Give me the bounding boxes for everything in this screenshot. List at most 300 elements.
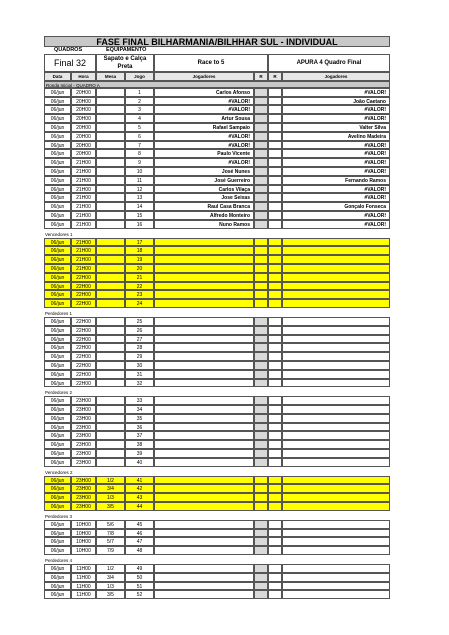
player-1-cell	[154, 440, 254, 449]
player-2-cell: Fernando Ramos	[282, 176, 390, 185]
date-cell: 06/jun	[44, 484, 71, 493]
match-row	[44, 193, 390, 202]
game-number-cell: 27	[125, 335, 154, 344]
score-1-cell[interactable]	[254, 582, 268, 591]
match-row	[44, 537, 390, 546]
table-cell	[96, 176, 125, 185]
match-row	[44, 520, 390, 529]
date-cell: 06/jun	[44, 273, 71, 282]
player-1-cell	[154, 493, 254, 502]
table-cell	[96, 396, 125, 405]
game-number-cell: 17	[125, 238, 154, 247]
score-2-cell[interactable]	[268, 370, 282, 379]
time-cell: 10H00	[71, 529, 96, 538]
table-cell: 5/6	[96, 520, 125, 529]
score-1-cell[interactable]	[254, 264, 268, 273]
score-1-cell[interactable]	[254, 449, 268, 458]
score-1-cell[interactable]	[254, 361, 268, 370]
score-1-cell[interactable]	[254, 335, 268, 344]
table-cell	[96, 370, 125, 379]
date-cell: 06/jun	[44, 423, 71, 432]
score-2-cell[interactable]	[268, 193, 282, 202]
score-2-cell[interactable]	[268, 405, 282, 414]
score-2-cell[interactable]	[268, 361, 282, 370]
match-row	[44, 352, 390, 361]
match-row	[44, 335, 390, 344]
player-2-cell	[282, 246, 390, 255]
game-number-cell: 4	[125, 114, 154, 123]
table-cell	[96, 379, 125, 388]
score-2-cell[interactable]	[268, 132, 282, 141]
date-cell: 06/jun	[44, 255, 71, 264]
game-number-cell: 5	[125, 123, 154, 132]
score-1-cell[interactable]	[254, 546, 268, 555]
date-cell: 06/jun	[44, 158, 71, 167]
equipamento-label: EQUIPAMENTO	[106, 47, 147, 53]
game-number-cell: 12	[125, 185, 154, 194]
time-cell: 22H00	[71, 282, 96, 291]
time-cell: 11H00	[71, 582, 96, 591]
time-cell: 11H00	[71, 564, 96, 573]
player-2-cell	[282, 520, 390, 529]
score-2-cell[interactable]	[268, 431, 282, 440]
score-1-cell[interactable]	[254, 246, 268, 255]
player-1-cell: Paulo Vicente	[154, 149, 254, 158]
game-number-cell: 23	[125, 290, 154, 299]
score-1-cell[interactable]	[254, 326, 268, 335]
time-cell: 22H00	[71, 361, 96, 370]
player-2-cell: #VALOR!	[282, 88, 390, 97]
score-2-cell[interactable]	[268, 273, 282, 282]
match-row	[44, 502, 390, 511]
score-2-cell[interactable]	[268, 88, 282, 97]
time-cell: 22H00	[71, 343, 96, 352]
score-2-cell[interactable]	[268, 167, 282, 176]
score-2-cell[interactable]	[268, 440, 282, 449]
section-label: Perdedores 4	[45, 558, 73, 564]
time-cell: 21H00	[71, 238, 96, 247]
score-2-cell[interactable]	[268, 476, 282, 485]
score-2-cell[interactable]	[268, 220, 282, 229]
score-1-cell[interactable]	[254, 211, 268, 220]
player-2-cell: #VALOR!	[282, 149, 390, 158]
score-2-cell[interactable]	[268, 564, 282, 573]
date-cell: 06/jun	[44, 211, 71, 220]
score-1-cell[interactable]	[254, 396, 268, 405]
score-1-cell[interactable]	[254, 114, 268, 123]
score-1-cell[interactable]	[254, 123, 268, 132]
match-row	[44, 529, 390, 538]
score-1-cell[interactable]	[254, 502, 268, 511]
match-row	[44, 546, 390, 555]
table-cell: 5/7	[96, 537, 125, 546]
score-1-cell[interactable]	[254, 564, 268, 573]
score-2-cell[interactable]	[268, 582, 282, 591]
table-cell	[96, 361, 125, 370]
score-1-cell[interactable]	[254, 255, 268, 264]
score-1-cell[interactable]	[254, 431, 268, 440]
player-1-cell	[154, 564, 254, 573]
date-cell: 06/jun	[44, 431, 71, 440]
game-number-cell: 38	[125, 440, 154, 449]
table-cell	[96, 149, 125, 158]
date-cell: 06/jun	[44, 335, 71, 344]
game-number-cell: 1	[125, 88, 154, 97]
player-1-cell	[154, 573, 254, 582]
match-row	[44, 290, 390, 299]
score-1-cell[interactable]	[254, 520, 268, 529]
player-1-cell: Nuno Ramos	[154, 220, 254, 229]
match-row	[44, 202, 390, 211]
score-2-cell[interactable]	[268, 414, 282, 423]
date-cell: 06/jun	[44, 149, 71, 158]
player-1-cell	[154, 529, 254, 538]
quadros-label: QUADROS	[54, 47, 83, 53]
player-1-cell: #VALOR!	[154, 97, 254, 106]
game-number-cell: 51	[125, 582, 154, 591]
table-cell	[96, 202, 125, 211]
player-1-cell: #VALOR!	[154, 105, 254, 114]
player-2-cell	[282, 370, 390, 379]
date-cell: 06/jun	[44, 370, 71, 379]
score-2-cell[interactable]	[268, 529, 282, 538]
match-row	[44, 220, 390, 229]
score-1-cell[interactable]	[254, 529, 268, 538]
score-2-cell[interactable]	[268, 282, 282, 291]
score-1-cell[interactable]	[254, 484, 268, 493]
player-1-cell: Jose Seixas	[154, 193, 254, 202]
game-number-cell: 20	[125, 264, 154, 273]
date-cell: 06/jun	[44, 326, 71, 335]
table-cell	[96, 440, 125, 449]
match-row	[44, 423, 390, 432]
player-2-cell	[282, 299, 390, 308]
match-row	[44, 238, 390, 247]
player-2-cell: Valter Silva	[282, 123, 390, 132]
time-cell: 23H00	[71, 414, 96, 423]
game-number-cell: 41	[125, 476, 154, 485]
time-cell: 21H00	[71, 202, 96, 211]
score-2-cell[interactable]	[268, 537, 282, 546]
score-2-cell[interactable]	[268, 335, 282, 344]
game-number-cell: 10	[125, 167, 154, 176]
game-number-cell: 35	[125, 414, 154, 423]
score-2-cell[interactable]	[268, 343, 282, 352]
score-1-cell[interactable]	[254, 493, 268, 502]
score-1-cell[interactable]	[254, 590, 268, 599]
table-cell	[96, 352, 125, 361]
score-2-cell[interactable]	[268, 423, 282, 432]
score-1-cell[interactable]	[254, 105, 268, 114]
score-2-cell[interactable]	[268, 149, 282, 158]
match-row	[44, 132, 390, 141]
table-cell	[96, 132, 125, 141]
bracket-sheet	[44, 36, 390, 599]
score-1-cell[interactable]	[254, 97, 268, 106]
score-2-cell[interactable]	[268, 105, 282, 114]
player-2-cell	[282, 423, 390, 432]
game-number-cell: 43	[125, 493, 154, 502]
game-number-cell: 13	[125, 193, 154, 202]
game-number-cell: 15	[125, 211, 154, 220]
player-1-cell	[154, 537, 254, 546]
score-1-cell[interactable]	[254, 343, 268, 352]
player-1-cell	[154, 370, 254, 379]
score-2-cell[interactable]	[268, 176, 282, 185]
player-1-cell	[154, 238, 254, 247]
time-cell: 23H00	[71, 476, 96, 485]
player-2-cell	[282, 326, 390, 335]
player-1-cell: José Nunes	[154, 167, 254, 176]
match-row	[44, 573, 390, 582]
score-1-cell[interactable]	[254, 573, 268, 582]
table-cell	[96, 220, 125, 229]
game-number-cell: 6	[125, 132, 154, 141]
player-2-cell	[282, 317, 390, 326]
section-label: Perdedores 2	[45, 390, 73, 396]
section-label: Vencedores 2	[45, 469, 73, 475]
time-cell: 20H00	[71, 88, 96, 97]
date-cell: 06/jun	[44, 123, 71, 132]
score-2-cell[interactable]	[268, 396, 282, 405]
match-row	[44, 97, 390, 106]
player-2-cell	[282, 476, 390, 485]
equipment-value: Sapato e Calça Preta	[96, 54, 154, 72]
game-number-cell: 37	[125, 431, 154, 440]
section-label: Perdedores 3	[45, 513, 73, 519]
date-cell: 06/jun	[44, 246, 71, 255]
player-1-cell: Artur Sousa	[154, 114, 254, 123]
time-cell: 20H00	[71, 132, 96, 141]
table-cell	[96, 414, 125, 423]
player-1-cell	[154, 273, 254, 282]
score-1-cell[interactable]	[254, 405, 268, 414]
col-header-r-1: R	[254, 72, 268, 81]
match-row	[44, 590, 390, 599]
score-1-cell[interactable]	[254, 440, 268, 449]
match-row	[44, 405, 390, 414]
score-2-cell[interactable]	[268, 317, 282, 326]
score-2-cell[interactable]	[268, 379, 282, 388]
score-1-cell[interactable]	[254, 238, 268, 247]
player-2-cell	[282, 546, 390, 555]
score-1-cell[interactable]	[254, 370, 268, 379]
score-1-cell[interactable]	[254, 282, 268, 291]
table-cell: 1/3	[96, 582, 125, 591]
section-label: Vencedores 1	[45, 231, 73, 237]
player-2-cell: #VALOR!	[282, 105, 390, 114]
score-2-cell[interactable]	[268, 352, 282, 361]
match-row	[44, 273, 390, 282]
match-row	[44, 141, 390, 150]
time-cell: 21H00	[71, 220, 96, 229]
game-number-cell: 45	[125, 520, 154, 529]
date-cell: 06/jun	[44, 97, 71, 106]
score-1-cell[interactable]	[254, 220, 268, 229]
table-cell: 1/3	[96, 493, 125, 502]
date-cell: 06/jun	[44, 396, 71, 405]
player-1-cell	[154, 502, 254, 511]
col-header-jogadores-2: Jogadores	[282, 72, 390, 81]
score-1-cell[interactable]	[254, 167, 268, 176]
table-cell	[96, 255, 125, 264]
player-2-cell	[282, 582, 390, 591]
player-2-cell	[282, 573, 390, 582]
score-2-cell[interactable]	[268, 290, 282, 299]
score-2-cell[interactable]	[268, 211, 282, 220]
table-cell: 1/2	[96, 564, 125, 573]
player-2-cell	[282, 405, 390, 414]
player-2-cell	[282, 273, 390, 282]
game-number-cell: 8	[125, 149, 154, 158]
score-1-cell[interactable]	[254, 414, 268, 423]
date-cell: 06/jun	[44, 88, 71, 97]
game-number-cell: 31	[125, 370, 154, 379]
subheader	[44, 47, 390, 54]
score-2-cell[interactable]	[268, 185, 282, 194]
match-row	[44, 582, 390, 591]
score-2-cell[interactable]	[268, 202, 282, 211]
time-cell: 20H00	[71, 149, 96, 158]
score-2-cell[interactable]	[268, 255, 282, 264]
game-number-cell: 50	[125, 573, 154, 582]
game-number-cell: 18	[125, 246, 154, 255]
score-2-cell[interactable]	[268, 502, 282, 511]
match-row	[44, 176, 390, 185]
time-cell: 20H00	[71, 105, 96, 114]
player-1-cell	[154, 414, 254, 423]
match-row	[44, 114, 390, 123]
match-row	[44, 123, 390, 132]
game-number-cell: 29	[125, 352, 154, 361]
score-1-cell[interactable]	[254, 458, 268, 467]
score-1-cell[interactable]	[254, 379, 268, 388]
table-cell	[96, 458, 125, 467]
game-number-cell: 24	[125, 299, 154, 308]
player-1-cell	[154, 317, 254, 326]
score-2-cell[interactable]	[268, 264, 282, 273]
player-1-cell: Rafael Sampaio	[154, 123, 254, 132]
table-cell	[96, 405, 125, 414]
score-1-cell[interactable]	[254, 185, 268, 194]
score-1-cell[interactable]	[254, 141, 268, 150]
match-row	[44, 246, 390, 255]
match-row	[44, 414, 390, 423]
player-2-cell	[282, 264, 390, 273]
col-header-hora: Hora	[71, 72, 96, 81]
score-1-cell[interactable]	[254, 149, 268, 158]
score-1-cell[interactable]	[254, 193, 268, 202]
time-cell: 23H00	[71, 405, 96, 414]
date-cell: 06/jun	[44, 458, 71, 467]
score-1-cell[interactable]	[254, 317, 268, 326]
score-2-cell[interactable]	[268, 246, 282, 255]
match-row	[44, 484, 390, 493]
score-2-cell[interactable]	[268, 484, 282, 493]
match-row	[44, 185, 390, 194]
match-row	[44, 449, 390, 458]
score-2-cell[interactable]	[268, 238, 282, 247]
game-number-cell: 3	[125, 105, 154, 114]
date-cell: 06/jun	[44, 573, 71, 582]
score-2-cell[interactable]	[268, 458, 282, 467]
player-1-cell	[154, 264, 254, 273]
score-2-cell[interactable]	[268, 520, 282, 529]
time-cell: 23H00	[71, 484, 96, 493]
player-2-cell	[282, 484, 390, 493]
game-number-cell: 16	[125, 220, 154, 229]
score-1-cell[interactable]	[254, 352, 268, 361]
player-1-cell: Raul Casa Branca	[154, 202, 254, 211]
player-2-cell	[282, 493, 390, 502]
race-value: Race to 5	[154, 54, 268, 72]
score-2-cell[interactable]	[268, 326, 282, 335]
score-2-cell[interactable]	[268, 97, 282, 106]
game-number-cell: 42	[125, 484, 154, 493]
score-2-cell[interactable]	[268, 299, 282, 308]
match-row	[44, 158, 390, 167]
table-cell	[96, 211, 125, 220]
match-row	[44, 149, 390, 158]
section-label: Ronda Inicial - QUADRO A	[44, 81, 390, 88]
player-1-cell	[154, 546, 254, 555]
player-1-cell	[154, 361, 254, 370]
game-number-cell: 21	[125, 273, 154, 282]
player-2-cell: Avelino Madeira	[282, 132, 390, 141]
score-1-cell[interactable]	[254, 290, 268, 299]
score-1-cell[interactable]	[254, 299, 268, 308]
player-1-cell	[154, 476, 254, 485]
score-2-cell[interactable]	[268, 590, 282, 599]
player-2-cell: #VALOR!	[282, 158, 390, 167]
time-cell: 21H00	[71, 211, 96, 220]
player-1-cell	[154, 299, 254, 308]
player-1-cell	[154, 458, 254, 467]
date-cell: 06/jun	[44, 114, 71, 123]
player-1-cell	[154, 396, 254, 405]
time-cell: 21H00	[71, 264, 96, 273]
score-2-cell[interactable]	[268, 158, 282, 167]
match-row	[44, 379, 390, 388]
score-2-cell[interactable]	[268, 141, 282, 150]
score-1-cell[interactable]	[254, 88, 268, 97]
score-1-cell[interactable]	[254, 158, 268, 167]
score-2-cell[interactable]	[268, 573, 282, 582]
col-header-jogo: Jogo	[125, 72, 154, 81]
score-1-cell[interactable]	[254, 132, 268, 141]
score-2-cell[interactable]	[268, 123, 282, 132]
player-1-cell	[154, 379, 254, 388]
score-1-cell[interactable]	[254, 202, 268, 211]
player-2-cell	[282, 529, 390, 538]
score-2-cell[interactable]	[268, 493, 282, 502]
date-cell: 06/jun	[44, 546, 71, 555]
score-1-cell[interactable]	[254, 423, 268, 432]
time-cell: 22H00	[71, 317, 96, 326]
score-1-cell[interactable]	[254, 476, 268, 485]
match-row	[44, 264, 390, 273]
score-1-cell[interactable]	[254, 537, 268, 546]
score-1-cell[interactable]	[254, 176, 268, 185]
score-2-cell[interactable]	[268, 114, 282, 123]
table-cell	[96, 88, 125, 97]
player-1-cell: José Guerreiro	[154, 176, 254, 185]
score-1-cell[interactable]	[254, 273, 268, 282]
score-2-cell[interactable]	[268, 449, 282, 458]
game-number-cell: 49	[125, 564, 154, 573]
game-number-cell: 22	[125, 282, 154, 291]
score-2-cell[interactable]	[268, 546, 282, 555]
